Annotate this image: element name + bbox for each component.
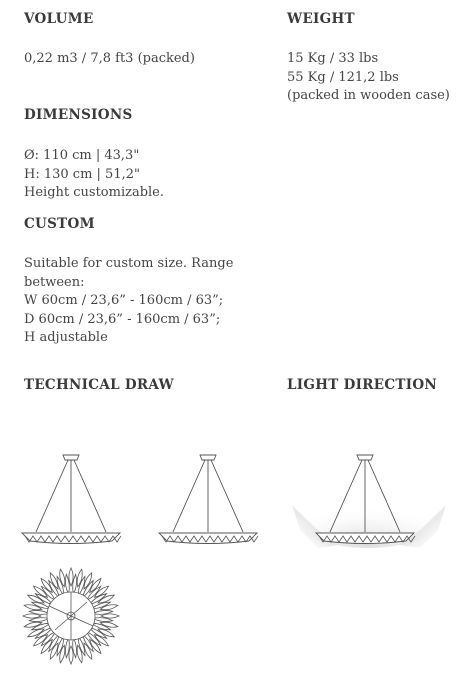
custom-line: between: bbox=[24, 274, 85, 290]
weight-line: (packed in wooden case) bbox=[287, 88, 450, 103]
volume-value: 0,22 m3 / 7,8 ft3 (packed) bbox=[24, 51, 195, 66]
technical-draw-heading: TECHNICAL DRAW bbox=[24, 377, 174, 393]
weight-line: 55 Kg / 121,2 lbs bbox=[287, 69, 399, 85]
custom-heading: CUSTOM bbox=[24, 216, 95, 232]
dimensions-line: Height customizable. bbox=[24, 185, 165, 200]
weight-line: 15 Kg / 33 lbs bbox=[287, 51, 379, 66]
custom-line: H adjustable bbox=[24, 330, 108, 345]
custom-line: D 60cm / 23,6” - 160cm / 63”; bbox=[24, 311, 221, 327]
custom-line: W 60cm / 23,6” - 160cm / 63”; bbox=[24, 293, 224, 308]
dimensions-line: Ø: 110 cm | 43,3" bbox=[24, 148, 140, 163]
pendant-lamp-drawing bbox=[22, 455, 121, 544]
dimensions-heading: DIMENSIONS bbox=[24, 107, 133, 123]
volume-heading: VOLUME bbox=[24, 11, 94, 27]
pendant-lamp-drawing bbox=[159, 455, 258, 544]
top-view-drawing bbox=[23, 568, 119, 664]
dimensions-line: H: 130 cm | 51,2" bbox=[24, 166, 140, 182]
light-direction-heading: LIGHT DIRECTION bbox=[287, 377, 438, 393]
weight-heading: WEIGHT bbox=[287, 11, 355, 27]
custom-line: Suitable for custom size. Range bbox=[24, 256, 234, 271]
